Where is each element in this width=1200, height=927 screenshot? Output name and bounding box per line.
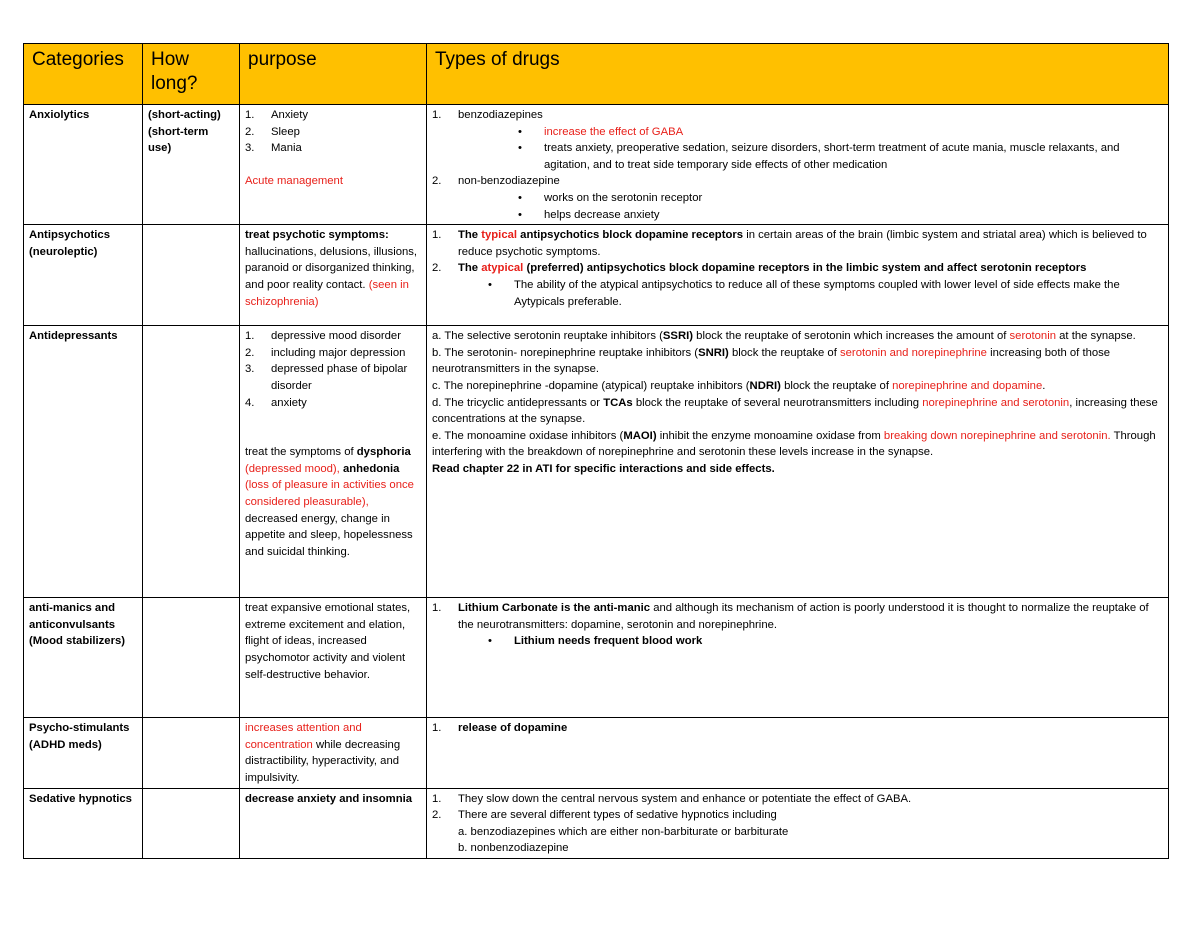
drug-types-cell <box>427 598 1169 718</box>
bullet-item: • increase the effect of GABA <box>518 125 684 138</box>
header-categories: Categories <box>24 44 143 105</box>
purpose-cell <box>240 105 427 225</box>
purpose-note: (seen in schizophrenia) <box>245 278 409 308</box>
header-purpose: purpose <box>240 44 427 105</box>
list-item: 1. The typical antipsychotics block dopamine receptors in certain areas of the brain (limbic system and striatal area) which is believed to reduce psychotic symptoms. <box>432 229 1147 258</box>
list-item: 2. non-benzodiazepine <box>432 175 560 188</box>
header-types-of-drugs: Types of drugs <box>427 44 1169 105</box>
duration-cell <box>143 788 240 858</box>
drug-categories-table <box>23 43 1169 859</box>
list-item: 4. anxiety <box>245 396 307 409</box>
bullet-item: • treats anxiety, preoperative sedation, seizure disorders, short-term treatment of acute mania, muscle relaxants, and agitation, and to treat side temporary side effects of other medication <box>518 142 1120 171</box>
list-item: 2. The atypical (preferred) antipsychotics block dopamine receptors in the limbic system and affect serotonin receptors <box>432 262 1087 275</box>
purpose-cell <box>240 225 427 326</box>
symptoms-text: treat the symptoms of dysphoria (depressed mood), anhedonia (loss of pleasure in activities once considered pleasurable), decreased energy, change in appetite and sleep, hopelessness and suicidal thinking. <box>245 446 414 558</box>
list-item: 1. release of dopamine <box>432 722 568 735</box>
table-row-anxiolytics <box>24 105 1169 225</box>
list-item: 1. benzodiazepines <box>432 109 543 121</box>
drug-types-cell <box>427 105 1169 225</box>
category-cell: Sedative hypnotics <box>24 788 143 858</box>
duration-cell <box>143 718 240 788</box>
list-item: 1. Lithium Carbonate is the anti-manic and although its mechanism of action is poorly understood it is thought to normalize the reuptake of the neurotransmitters: dopamine, serotonin and norepinephrine. <box>432 602 1149 631</box>
list-item: 1. depressive mood disorder <box>245 330 401 343</box>
bullet-item: • helps decrease anxiety <box>518 208 660 221</box>
purpose-cell: increases attention and concentration while decreasing distractibility, hyperactivity, and impulsivity. <box>240 718 427 788</box>
purpose-cell: treat expansive emotional states, extreme excitement and elation, flight of ideas, increased psychomotor activity and violent self-destructive behavior. <box>240 598 427 718</box>
purpose-cell: decrease anxiety and insomnia <box>240 788 427 858</box>
bullet-item: • Lithium needs frequent blood work <box>488 635 703 648</box>
list-item: a. The selective serotonin reuptake inhibitors (SSRI) block the reuptake of serotonin which increases the amount of serotonin at the synapse. <box>432 330 1136 343</box>
list-item: 3. depressed phase of bipolar disorder <box>245 363 408 392</box>
duration-line: (short-term use) <box>148 125 209 155</box>
read-note: Read chapter 22 in ATI for specific interactions and side effects. <box>432 462 775 475</box>
table-row-sedatives <box>24 788 1169 858</box>
purpose-bold: treat psychotic symptoms: <box>245 229 389 242</box>
list-item: c. The norepinephrine -dopamine (atypical) reuptake inhibitors (NDRI) block the reuptake of norepinephrine and dopamine. <box>432 379 1046 392</box>
list-item: 1. They slow down the central nervous system and enhance or potentiate the effect of GABA. <box>432 792 912 805</box>
list-item: 3. Mania <box>245 142 302 155</box>
duration-line: (short-acting) <box>148 109 221 121</box>
sub-item: a. benzodiazepines which are either non-barbiturate or barbiturate <box>458 825 789 838</box>
purpose-text: hallucinations, delusions, illusions, paranoid or disorganized thinking, and poor reality contact. <box>245 245 418 291</box>
bullet-item: • works on the serotonin receptor <box>518 191 703 204</box>
table-row-antimanics <box>24 598 1169 718</box>
list-item: b. The serotonin- norepinephrine reuptake inhibitors (SNRI) block the reuptake of serotonin and norepinephrine increasing both of those neurotransmitters in the synapse. <box>432 346 1111 376</box>
category-cell: Anxiolytics <box>24 105 143 225</box>
table-row-antidepressants <box>24 326 1169 598</box>
drug-types-cell <box>427 718 1169 788</box>
category-cell: Antipsychotics (neuroleptic) <box>24 225 143 326</box>
bullet-item: • The ability of the atypical antipsychotics to reduce all of these symptoms coupled with lower level of side effects make the Aytypicals preferable. <box>488 278 1120 308</box>
list-item: d. The tricyclic antidepressants or TCAs block the reuptake of several neurotransmitters including norepinephrine and serotonin, increasing these concentrations at the synapse. <box>432 396 1158 426</box>
category-cell: Psycho-stimulants (ADHD meds) <box>24 718 143 788</box>
purpose-note: Acute management <box>245 175 343 188</box>
list-item: 2. Sleep <box>245 125 300 138</box>
header-row <box>24 44 1169 105</box>
category-cell: Antidepressants <box>24 326 143 598</box>
duration-cell <box>143 225 240 326</box>
purpose-cell <box>240 326 427 598</box>
category-cell: anti-manics and anticonvulsants (Mood stabilizers) <box>24 598 143 718</box>
list-item: 1. Anxiety <box>245 109 309 121</box>
drug-types-cell <box>427 326 1169 598</box>
table-row-antipsychotics <box>24 225 1169 326</box>
list-item: 2. There are several different types of sedative hypnotics including <box>432 809 777 822</box>
drug-types-cell <box>427 225 1169 326</box>
list-item: 2. including major depression <box>245 346 406 359</box>
duration-cell <box>143 105 240 225</box>
duration-cell <box>143 598 240 718</box>
sub-item: b. nonbenzodiazepine <box>458 842 569 855</box>
list-item: e. The monoamine oxidase inhibitors (MAOI) inhibit the enzyme monoamine oxidase from breaking down norepinephrine and serotonin. Through interfering with the breakdown of norepinephrine and serotonin these levels increase in the synapse. <box>432 429 1156 459</box>
header-how-long: How long? <box>143 44 240 105</box>
duration-cell <box>143 326 240 598</box>
drug-types-cell <box>427 788 1169 858</box>
table-row-stimulants <box>24 718 1169 788</box>
